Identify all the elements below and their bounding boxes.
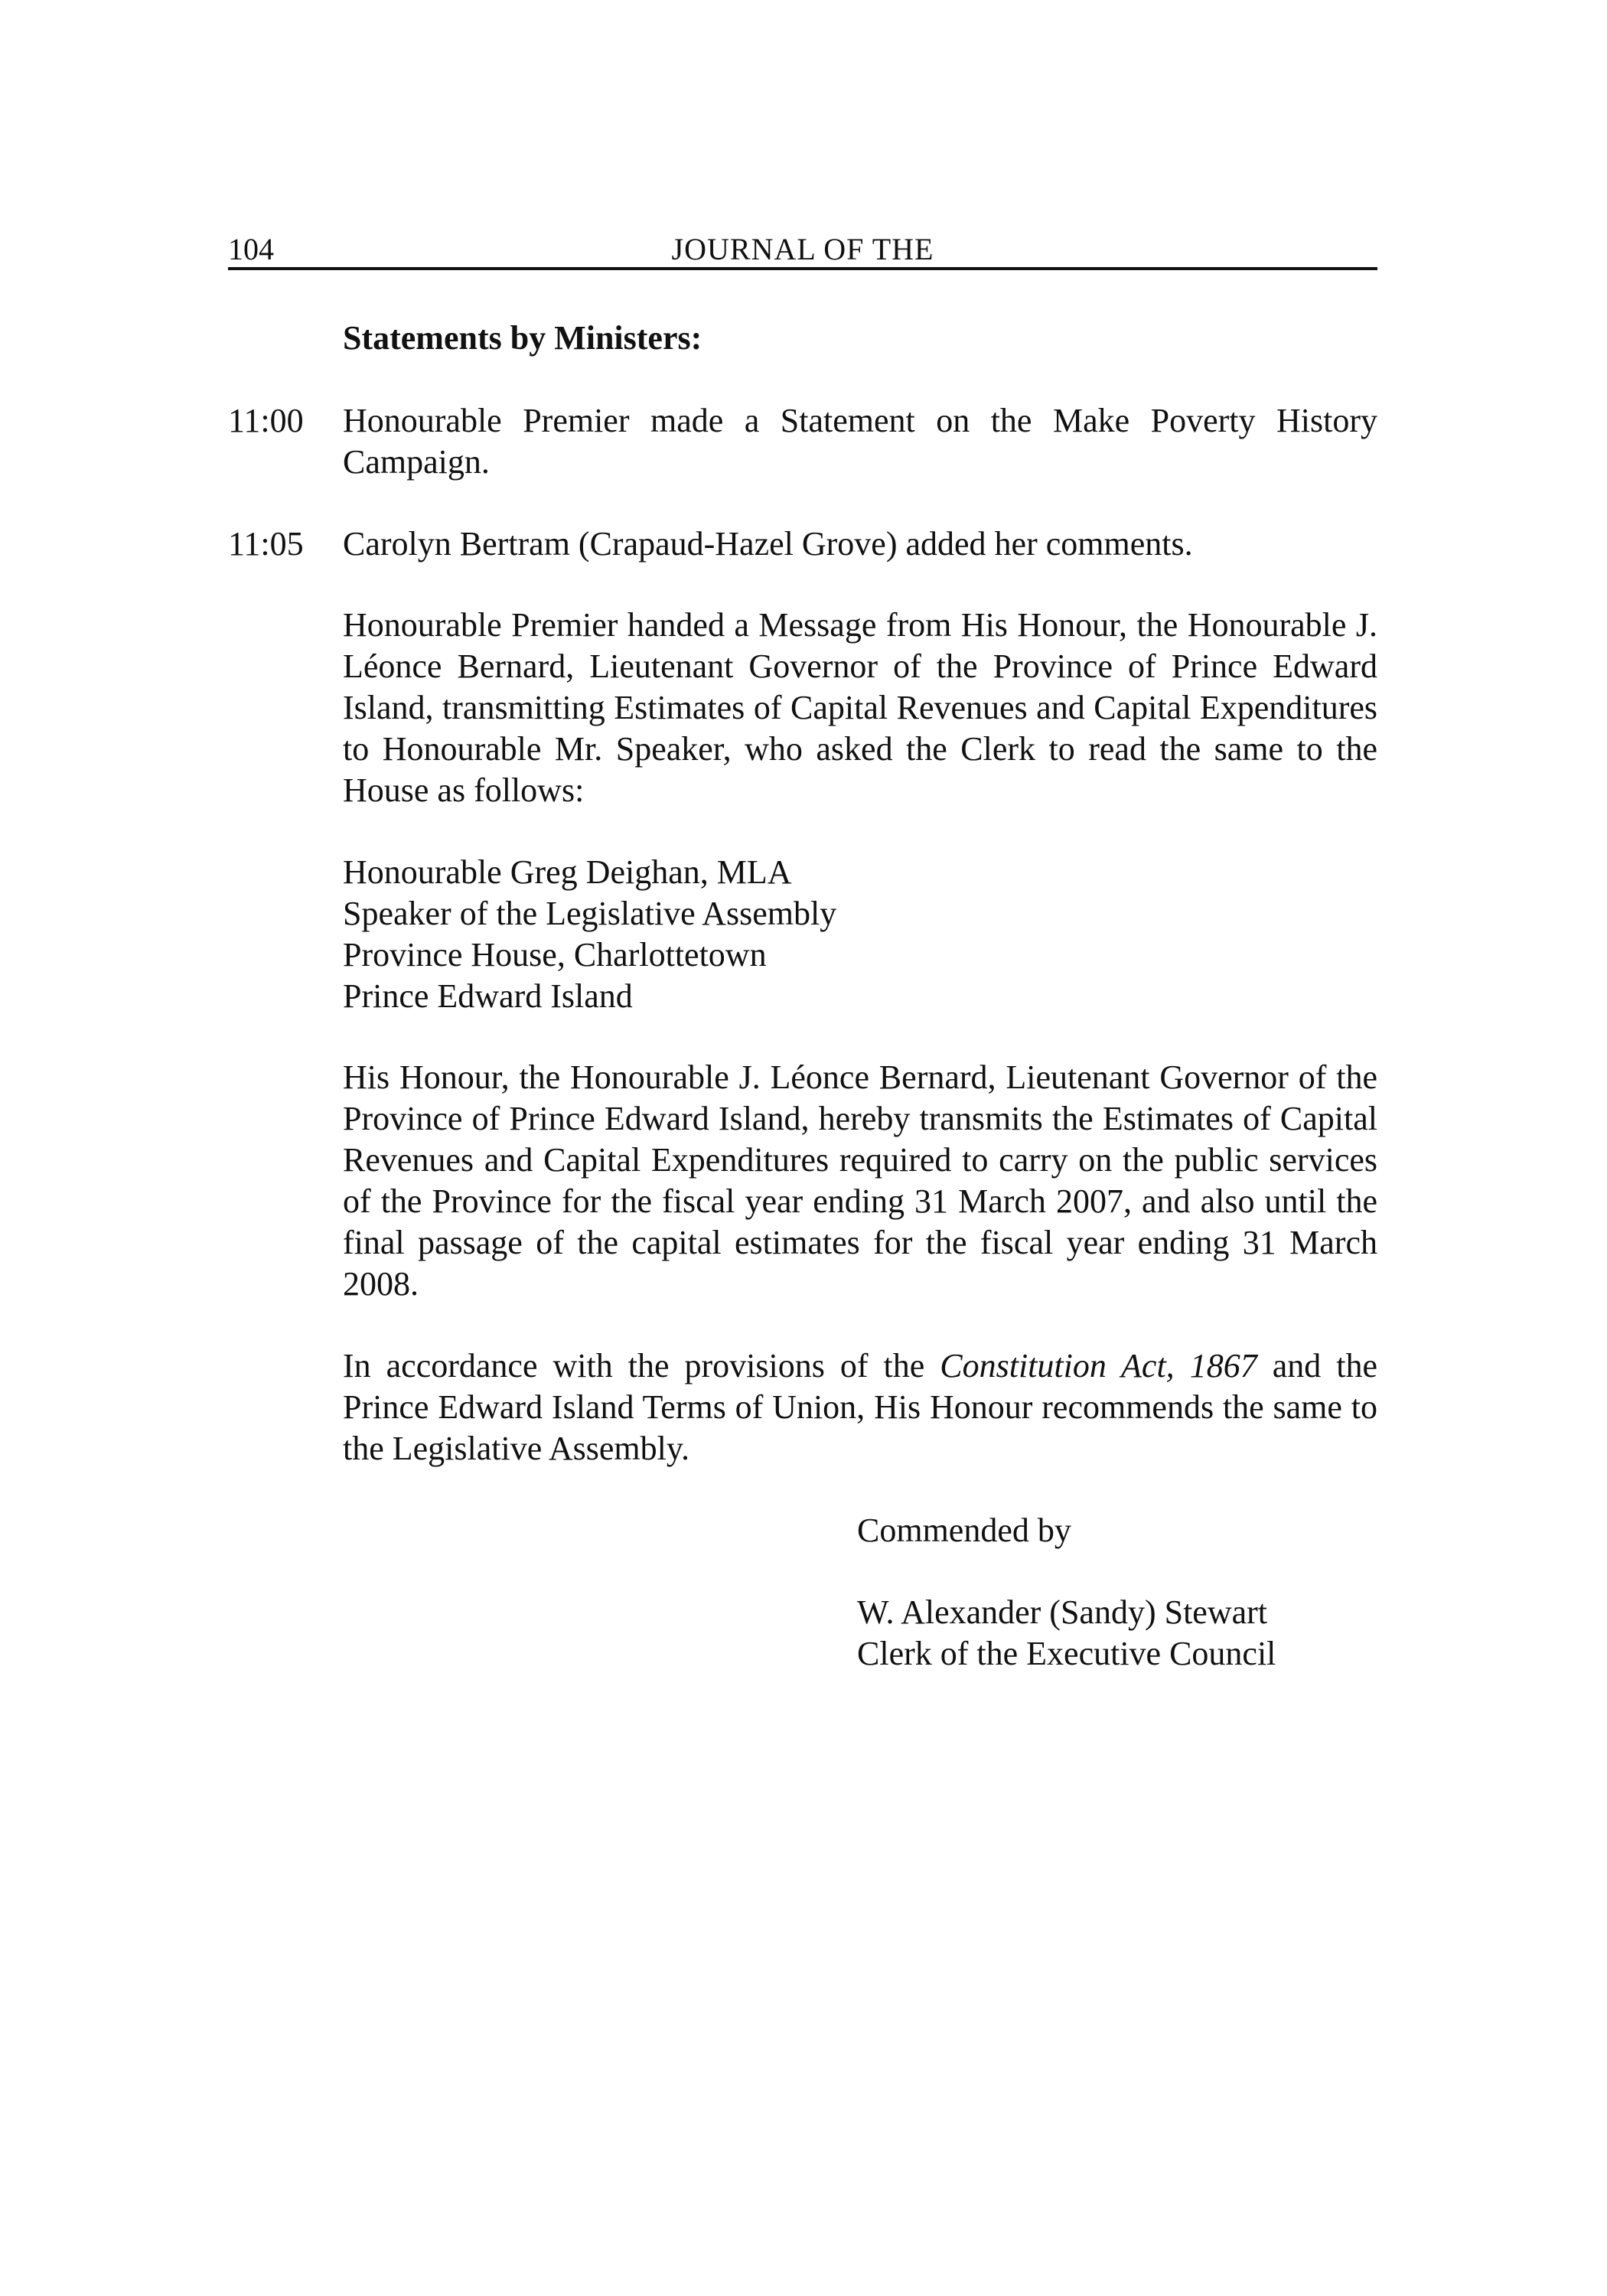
entry-text: Carolyn Bertram (Crapaud-Hazel Grove) added her comments. bbox=[343, 525, 1193, 563]
message-intro: Honourable Premier handed a Message from His Honour, the Honourable J. Léonce Bernard, Lieutenant Governor of the Province of Prince Edward Island, transmitting Estimates of Capital Revenues and Capital Expenditures to Honourable Mr. Speaker, who asked the Clerk to read the same to the House as follows: bbox=[343, 606, 1377, 809]
address-line: Prince Edward Island bbox=[343, 977, 633, 1015]
entry-time: 11:05 bbox=[228, 525, 304, 563]
commended-by: Commended by bbox=[857, 1512, 1071, 1549]
address-line: Speaker of the Legislative Assembly bbox=[343, 895, 837, 932]
entry-time: 11:00 bbox=[228, 402, 304, 439]
act-title: Constitution Act, 1867 bbox=[940, 1347, 1257, 1384]
journal-title: JOURNAL OF THE bbox=[671, 232, 934, 266]
address-line: Honourable Greg Deighan, MLA bbox=[343, 853, 792, 891]
recommendation-paragraph bbox=[343, 1345, 1377, 1469]
entry-text: Honourable Premier made a Statement on the Make Poverty History Campaign. bbox=[343, 402, 1377, 481]
message-body: His Honour, the Honourable J. Léonce Bernard, Lieutenant Governor of the Province of Prince Edward Island, hereby transmits the Estimates of Capital Revenues and Capital Expenditures required to carry on the public services of the Province for the fiscal year ending 31 March 2007, and also until the final passage of the capital estimates for the fiscal year ending 31 March 2008. bbox=[343, 1058, 1377, 1303]
signatory-name: W. Alexander (Sandy) Stewart bbox=[857, 1593, 1268, 1631]
address-line: Province House, Charlottetown bbox=[343, 936, 767, 974]
header-rule bbox=[228, 267, 1377, 270]
signatory-title: Clerk of the Executive Council bbox=[857, 1635, 1276, 1672]
page-header bbox=[228, 227, 1377, 272]
recommendation-after: and the Prince Edward Island Terms of Union, His Honour recommends the same to the Legislative Assembly. bbox=[343, 1347, 1377, 1467]
section-heading: Statements by Ministers: bbox=[343, 319, 702, 357]
page-number: 104 bbox=[228, 232, 274, 266]
recommendation-before: In accordance with the provisions of the bbox=[343, 1347, 940, 1384]
